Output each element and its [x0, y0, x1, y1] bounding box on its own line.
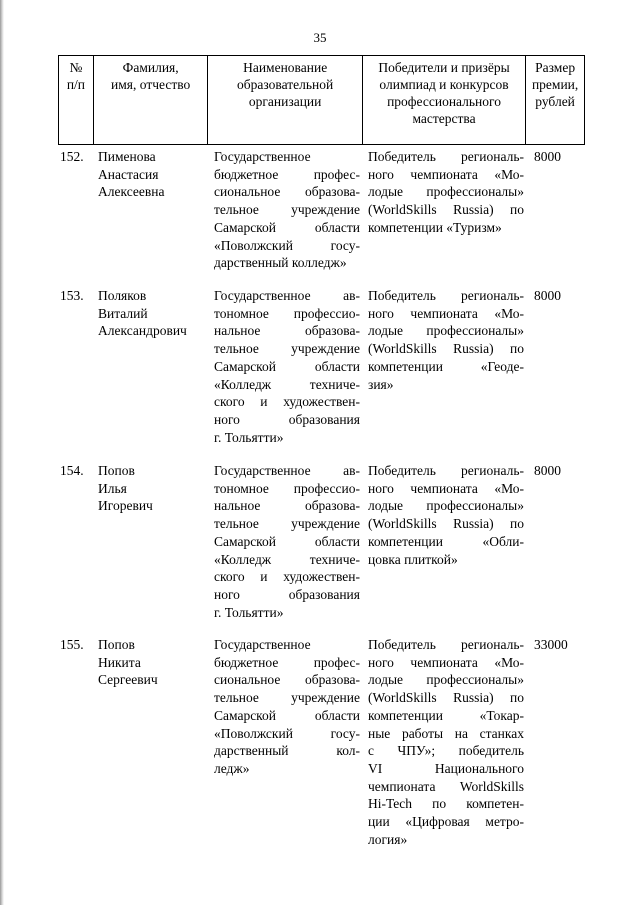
row-name: Пименова Анастасия Алексеевна: [98, 149, 165, 200]
cell-line: дарственный колледж»: [214, 255, 347, 271]
row-organization: [214, 462, 360, 621]
cell-line: дарственный кол-: [214, 743, 360, 759]
cell-line: сиональное образова-: [214, 672, 360, 688]
row-achievement: [368, 462, 524, 568]
cell-line: компетенции «Обли-: [368, 533, 524, 549]
cell-line: нальное образова-: [214, 498, 360, 514]
cell-line: тельное учреждение: [214, 690, 360, 706]
cell-line: г. Тольятти»: [214, 604, 284, 620]
cell-line: сиональное образова-: [214, 184, 360, 200]
cell-line: лодые профессионалы»: [368, 184, 524, 200]
cell-line: Победитель региональ-: [368, 637, 524, 652]
cell-line: Государственное ав-: [214, 463, 360, 478]
cell-line: ного чемпионата «Мо-: [368, 480, 524, 496]
cell-line: ции «Цифровая метро-: [368, 814, 524, 830]
cell-line: «Поволжский госу-: [214, 725, 360, 741]
row-name: Поляков Виталий Александрович: [98, 288, 187, 339]
cell-line: логия»: [368, 831, 408, 847]
cell-line: Государственное: [214, 637, 311, 652]
cell-line: (WorldSkills Russia) по: [368, 690, 524, 706]
cell-line: Государственное: [214, 149, 311, 164]
cell-line: Победитель региональ-: [368, 463, 524, 478]
cell-line: зия»: [368, 376, 394, 392]
cell-line: ского и художествен-: [214, 394, 360, 410]
row-amount: 8000: [534, 463, 561, 478]
header-fio: Фамилия, имя, отчество: [94, 56, 209, 144]
cell-line: (WorldSkills Russia) по: [368, 341, 524, 357]
cell-line: «Колледж техниче-: [214, 551, 360, 567]
cell-line: Самарской области: [214, 358, 360, 374]
row-achievement: [368, 636, 524, 848]
cell-line: компетенции «Геоде-: [368, 358, 524, 374]
row-amount: 33000: [534, 637, 568, 652]
cell-line: Самарской области: [214, 707, 360, 723]
scan-edge: [0, 0, 4, 905]
cell-line: тельное учреждение: [214, 516, 360, 532]
cell-line: ского и художествен-: [214, 569, 360, 585]
cell-line: VI Национального: [368, 760, 524, 776]
cell-line: лодые профессионалы»: [368, 498, 524, 514]
row-name: Попов Илья Игоревич: [98, 463, 153, 514]
row-achievement: [368, 148, 524, 237]
header-org: Наименование образовательной организации: [208, 56, 362, 144]
row-amount: 8000: [534, 149, 561, 164]
cell-line: компетенции «Токар-: [368, 707, 524, 723]
cell-line: г. Тольятти»: [214, 429, 284, 445]
cell-line: Государственное ав-: [214, 288, 360, 303]
row-number: 152.: [60, 149, 84, 164]
cell-line: тономное профессио-: [214, 480, 360, 496]
cell-line: ного образования: [214, 411, 360, 427]
row-achievement: [368, 287, 524, 393]
cell-line: (WorldSkills Russia) по: [368, 516, 524, 532]
cell-line: нальное образова-: [214, 323, 360, 339]
row-organization: [214, 287, 360, 446]
cell-line: Самарской области: [214, 533, 360, 549]
cell-line: ного чемпионата «Мо-: [368, 654, 524, 670]
cell-line: тономное профессио-: [214, 305, 360, 321]
cell-line: тельное учреждение: [214, 202, 360, 218]
cell-line: тельное учреждение: [214, 341, 360, 357]
cell-line: ледж»: [214, 760, 250, 776]
cell-line: ного чемпионата «Мо-: [368, 166, 524, 182]
cell-line: компетенции «Туризм»: [368, 219, 502, 235]
cell-line: лодые профессионалы»: [368, 672, 524, 688]
cell-line: бюджетное профес-: [214, 166, 360, 182]
row-name: Попов Никита Сергеевич: [98, 637, 158, 688]
row-number: 153.: [60, 288, 84, 303]
header-winners: Победители и призёры олимпиад и конкурсов профессионального мастерства: [363, 56, 526, 144]
header-num: № п/п: [59, 56, 94, 144]
cell-line: цовка плиткой»: [368, 551, 458, 567]
cell-line: чемпионата WorldSkills: [368, 778, 524, 794]
cell-line: Hi-Tech по компетен-: [368, 796, 524, 812]
cell-line: ные работы на станках: [368, 725, 524, 741]
cell-line: с ЧПУ»; победитель: [368, 743, 524, 759]
cell-line: «Колледж техниче-: [214, 376, 360, 392]
cell-line: (WorldSkills Russia) по: [368, 202, 524, 218]
row-number: 154.: [60, 463, 84, 478]
cell-line: «Поволжский госу-: [214, 237, 360, 253]
row-organization: [214, 636, 360, 778]
cell-line: Самарской области: [214, 219, 360, 235]
cell-line: бюджетное профес-: [214, 654, 360, 670]
table-header: [58, 55, 585, 145]
row-organization: [214, 148, 360, 272]
header-amount: Размер премии, рублей: [531, 60, 579, 109]
row-number: 155.: [60, 637, 84, 652]
cell-line: ного образования: [214, 586, 360, 602]
cell-line: Победитель региональ-: [368, 288, 524, 303]
cell-line: ного чемпионата «Мо-: [368, 305, 524, 321]
page-number: 35: [313, 30, 327, 45]
row-amount: 8000: [534, 288, 561, 303]
cell-line: Победитель региональ-: [368, 149, 524, 164]
cell-line: лодые профессионалы»: [368, 323, 524, 339]
